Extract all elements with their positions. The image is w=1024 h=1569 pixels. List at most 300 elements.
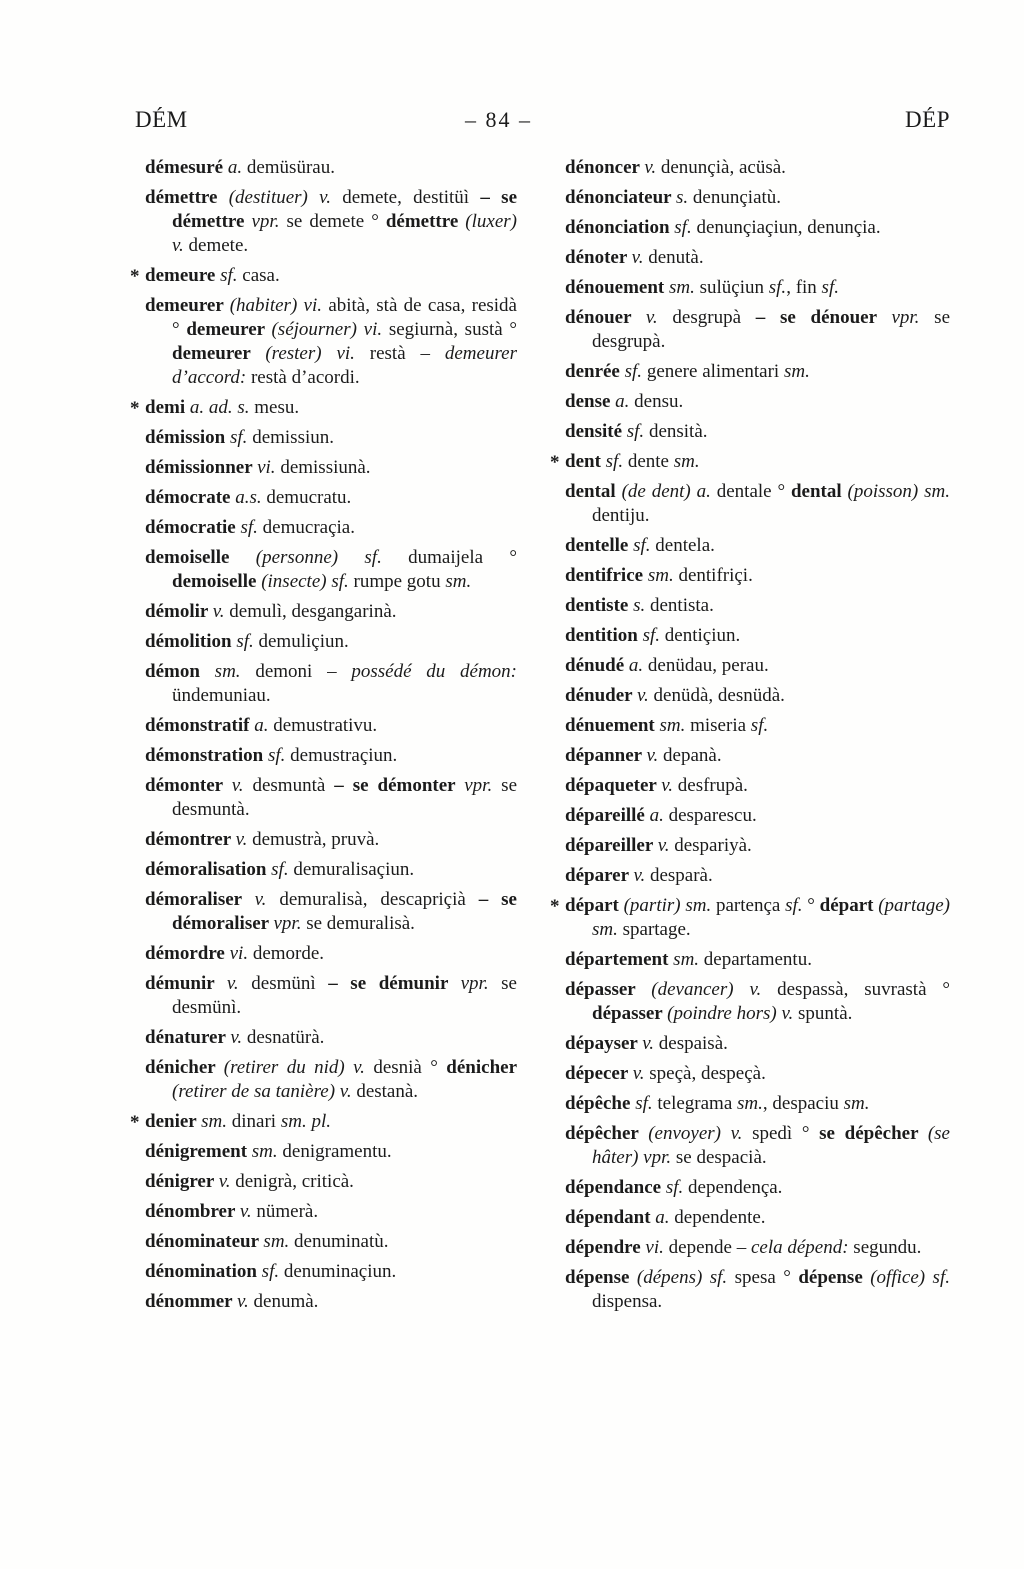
translation-text: demucraçia. <box>262 517 355 538</box>
grammar-label: a.s. <box>235 487 267 508</box>
translation-text: demustraçiun. <box>290 745 398 766</box>
translation-text: dependença. <box>688 1177 783 1198</box>
grammar-label: (partage) sm. <box>592 895 950 940</box>
translation-text: dentista. <box>649 595 714 616</box>
headword: dépendance <box>565 1177 666 1198</box>
grammar-label: a. <box>628 655 648 676</box>
page-number: – 84 – <box>465 107 532 132</box>
translation-text: spesa ° <box>734 1267 799 1288</box>
dictionary-entry <box>565 1266 950 1314</box>
headword: dénoter <box>565 247 632 268</box>
translation-text: demüsürau. <box>246 157 335 178</box>
dictionary-entry <box>145 516 517 540</box>
dictionary-entry <box>565 534 950 558</box>
translation-text: desfrupà. <box>677 775 748 796</box>
translation-text: se demete ° <box>286 211 386 232</box>
grammar-label: sf. <box>665 1177 689 1198</box>
translation-text: demustrativu. <box>273 715 378 736</box>
translation-text: dentale ° <box>716 481 791 502</box>
grammar-label: v. <box>226 973 252 994</box>
dictionary-entry <box>145 744 517 768</box>
translation-text: abità, stà de casa, residà ° <box>172 295 517 340</box>
headword: dénicher <box>446 1057 518 1078</box>
dictionary-entry <box>145 156 517 180</box>
headword: départ <box>819 895 879 916</box>
grammar-label: v. <box>239 1201 257 1222</box>
grammar-label: vpr. <box>891 307 935 328</box>
grammar-label: sm. <box>737 1093 763 1114</box>
translation-text: destanà. <box>356 1081 419 1102</box>
headword: – se dénouer <box>755 307 892 328</box>
dictionary-entry <box>565 390 950 414</box>
headword: dénuement <box>565 715 660 736</box>
grammar-label: v. <box>661 775 678 796</box>
headword: dénigrement <box>145 1141 252 1162</box>
dictionary-entry <box>145 1290 517 1314</box>
headword: – se démunir <box>328 973 461 994</box>
star-marker: * <box>130 398 140 419</box>
translation-text: spartage. <box>622 919 691 940</box>
headword: demoiselle <box>172 571 262 592</box>
grammar-label: sf. <box>220 265 243 286</box>
grammar-label: vpr. <box>460 973 502 994</box>
translation-text: partença <box>715 895 786 916</box>
translation-text: , fin <box>786 277 822 298</box>
headword: dépaqueter <box>565 775 662 796</box>
grammar-label: sm. <box>843 1093 870 1114</box>
grammar-label: a. <box>254 715 274 736</box>
translation-text: demuliçiun. <box>258 631 349 652</box>
headword: – se démoraliser <box>172 889 517 934</box>
dictionary-columns <box>130 156 950 1320</box>
dictionary-entry <box>565 1206 950 1230</box>
grammar-label: vpr. <box>251 211 287 232</box>
grammar-label: v. <box>642 1033 659 1054</box>
translation-text: densu. <box>634 391 684 412</box>
translation-text: dispensa. <box>592 1291 663 1312</box>
star-marker: * <box>130 266 140 287</box>
headword: dénudé <box>565 655 629 676</box>
headword: demeurer <box>145 295 230 316</box>
grammar-label: v. <box>235 829 253 850</box>
dictionary-entry <box>565 744 950 768</box>
dictionary-entry <box>145 774 517 822</box>
headword: dépêche <box>565 1093 636 1114</box>
grammar-label: v. <box>646 745 664 766</box>
translation-text: segundu. <box>853 1237 922 1258</box>
headword: demoiselle <box>145 547 256 568</box>
grammar-label: cela dépend: <box>750 1237 854 1258</box>
headword: déparer <box>565 865 634 886</box>
dictionary-entry <box>565 186 950 210</box>
translation-text: demucratu. <box>266 487 352 508</box>
headword: se dépêcher <box>819 1123 928 1144</box>
dictionary-entry <box>565 1032 950 1056</box>
dictionary-entry <box>565 564 950 588</box>
translation-text: restà d’acordi. <box>250 367 360 388</box>
dictionary-entry <box>145 828 517 852</box>
grammar-label: (retirer de sa tanière) v. <box>172 1081 357 1102</box>
translation-text: desmünì <box>251 973 329 994</box>
headword: dépanner <box>565 745 647 766</box>
dictionary-column-right <box>550 156 950 1320</box>
dictionary-entry <box>145 546 517 594</box>
dictionary-entry <box>145 630 517 654</box>
dictionary-entry <box>565 804 950 828</box>
headword: dénommer <box>145 1291 237 1312</box>
grammar-label: (devancer) v. <box>651 979 778 1000</box>
grammar-label: sf. <box>230 427 253 448</box>
translation-text: desmuntà <box>252 775 335 796</box>
dictionary-entry <box>565 1122 950 1170</box>
headword: densité <box>565 421 627 442</box>
headword: dentition <box>565 625 643 646</box>
headword: dénicher <box>145 1057 224 1078</box>
translation-text: despariyà. <box>674 835 752 856</box>
translation-text: se despacià. <box>675 1147 767 1168</box>
translation-text: denunçiatù. <box>692 187 782 208</box>
headword: démolition <box>145 631 237 652</box>
grammar-label: sf. <box>633 535 656 556</box>
grammar-label: sm. <box>673 949 704 970</box>
grammar-label: (rester) vi. <box>265 343 370 364</box>
grammar-label: possédé du démon: <box>351 661 518 682</box>
translation-text: dentela. <box>655 535 715 556</box>
translation-text: demissiun. <box>252 427 334 448</box>
translation-text: genere alimentari <box>646 361 784 382</box>
headword: dépareillé <box>565 805 650 826</box>
grammar-label: (poisson) sm. <box>847 481 950 502</box>
headword: dénonciateur <box>565 187 677 208</box>
grammar-label: v. <box>633 865 650 886</box>
headword: dépecer <box>565 1063 633 1084</box>
dictionary-entry <box>565 1176 950 1200</box>
headword: dénigrer <box>145 1171 219 1192</box>
headword: dénomination <box>145 1261 262 1282</box>
grammar-label: sm. <box>659 715 691 736</box>
dictionary-entry <box>565 1092 950 1116</box>
headword: démissionner <box>145 457 258 478</box>
dictionary-entry <box>565 864 950 888</box>
headword: dental <box>565 481 622 502</box>
grammar-label: sm. <box>673 451 700 472</box>
grammar-label: sm. <box>783 361 810 382</box>
headword: dénonciation <box>565 217 675 238</box>
translation-text: desnatürà. <box>246 1027 325 1048</box>
headword: dentelle <box>565 535 634 556</box>
translation-text: demoni – <box>255 661 352 682</box>
headword: département <box>565 949 674 970</box>
headword: démonter <box>145 775 232 796</box>
headword: dentifrice <box>565 565 648 586</box>
translation-text: dente <box>627 451 674 472</box>
star-marker: * <box>550 452 560 473</box>
grammar-label: sm. pl. <box>280 1111 331 1132</box>
translation-text: denigrà, criticà. <box>235 1171 354 1192</box>
translation-text: demete. <box>188 235 249 256</box>
headword: dénombrer <box>145 1201 240 1222</box>
grammar-label: (se hâter) vpr. <box>592 1123 950 1168</box>
grammar-label: vpr. <box>273 913 307 934</box>
dictionary-entry <box>145 294 517 390</box>
grammar-label: v. <box>212 601 230 622</box>
grammar-label: (personne) sf. <box>255 547 409 568</box>
dictionary-entry <box>565 360 950 384</box>
translation-text: denunçià, acüsà. <box>660 157 786 178</box>
translation-text: demuralisà, descapriçià <box>279 889 479 910</box>
translation-text: ündemuniau. <box>172 685 271 706</box>
translation-text: spuntà. <box>798 1003 853 1024</box>
headword: démoralisation <box>145 859 272 880</box>
dictionary-entry <box>145 1170 517 1194</box>
grammar-label: v. <box>237 1291 254 1312</box>
translation-text: restà – <box>369 343 445 364</box>
translation-text: desnià ° <box>373 1057 447 1078</box>
translation-text: , despaciu <box>762 1093 844 1114</box>
grammar-label: (séjourner) vi. <box>271 319 389 340</box>
translation-text: speçà, despeçà. <box>649 1063 766 1084</box>
dictionary-entry <box>145 972 517 1020</box>
grammar-label: sf. <box>240 517 263 538</box>
translation-text: denuminatù. <box>294 1231 389 1252</box>
headword: dépasser <box>565 979 652 1000</box>
grammar-label: sm. <box>201 1111 232 1132</box>
grammar-label: (luxer) v. <box>172 211 517 256</box>
dictionary-entry <box>550 450 950 474</box>
translation-text: demete, destitüì <box>342 187 481 208</box>
headword: demeure <box>145 265 221 286</box>
grammar-label: sm. <box>251 1141 283 1162</box>
grammar-label: sf. <box>267 745 291 766</box>
translation-text: casa. <box>242 265 280 286</box>
translation-text: dentiçiun. <box>664 625 741 646</box>
translation-text: despaisà. <box>658 1033 728 1054</box>
dictionary-entry <box>145 1230 517 1254</box>
headword: dépasser <box>592 1003 668 1024</box>
grammar-label: a. <box>227 157 247 178</box>
translation-text: se desmuntà. <box>172 775 517 820</box>
grammar-label: v. <box>636 685 654 706</box>
grammar-label: sm. <box>263 1231 295 1252</box>
grammar-label: (office) sf. <box>870 1267 950 1288</box>
grammar-label: (insecte) sf. <box>261 571 354 592</box>
headword: dénuder <box>565 685 637 706</box>
grammar-label: (destituer) v. <box>228 187 343 208</box>
grammar-label: sm. <box>668 277 700 298</box>
headword: démoraliser <box>145 889 255 910</box>
dictionary-entry <box>565 654 950 678</box>
headword: démontrer <box>145 829 236 850</box>
header-guide-word-right: DÉP <box>905 107 950 132</box>
dictionary-entry <box>565 276 950 300</box>
grammar-label: sf. <box>624 361 647 382</box>
headword: dépayser <box>565 1033 643 1054</box>
translation-text: demissiunà. <box>280 457 371 478</box>
translation-text: se desgrupà. <box>592 307 950 352</box>
grammar-label: sf. <box>785 895 808 916</box>
grammar-label: (de dent) a. <box>621 481 717 502</box>
headword: démonstratif <box>145 715 255 736</box>
dictionary-entry <box>145 1056 517 1104</box>
dictionary-entry <box>130 396 517 420</box>
grammar-label: v. <box>218 1171 236 1192</box>
translation-text: demuralisaçiun. <box>293 859 415 880</box>
translation-text: rumpe gotu <box>353 571 446 592</box>
grammar-label: a. <box>615 391 635 412</box>
grammar-label: a. ad. s. <box>189 397 255 418</box>
dictionary-entry <box>565 624 950 648</box>
dictionary-entry <box>565 420 950 444</box>
translation-text: denutà. <box>648 247 704 268</box>
translation-text: ° <box>807 895 820 916</box>
headword: dent <box>565 451 606 472</box>
grammar-label: (habiter) vi. <box>229 295 329 316</box>
headword: dénouement <box>565 277 669 298</box>
grammar-label: a. <box>655 1207 675 1228</box>
dictionary-column-left <box>130 156 518 1320</box>
grammar-label: v. <box>657 835 675 856</box>
headword: départ <box>565 895 624 916</box>
translation-text: dentifriçi. <box>678 565 753 586</box>
headword: démocratie <box>145 517 241 538</box>
grammar-label: demeurer d’accord: <box>172 343 517 388</box>
grammar-label: v. <box>644 157 661 178</box>
translation-text: telegrama <box>657 1093 738 1114</box>
headword: démon <box>145 661 215 682</box>
translation-text: sulüçiun <box>699 277 769 298</box>
dictionary-entry <box>565 948 950 972</box>
dictionary-entry <box>145 186 517 258</box>
translation-text: dinari <box>231 1111 281 1132</box>
grammar-label: sm. <box>445 571 472 592</box>
translation-text: despassà, suvrastà ° <box>777 979 950 1000</box>
grammar-label: v. <box>645 307 673 328</box>
translation-text: denüdau, perau. <box>647 655 769 676</box>
translation-text: se desmünì. <box>172 973 517 1018</box>
translation-text: denunçiaçiun, denunçia. <box>696 217 881 238</box>
headword: dental <box>790 481 848 502</box>
headword: démordre <box>145 943 230 964</box>
page-header <box>135 106 950 134</box>
dictionary-entry <box>565 480 950 528</box>
header-guide-word-left: DÉM <box>135 107 188 132</box>
translation-text: denuminaçiun. <box>283 1261 397 1282</box>
dictionary-entry <box>565 594 950 618</box>
dictionary-entry <box>550 894 950 942</box>
headword: dépendre <box>565 1237 646 1258</box>
grammar-label: vi. <box>257 457 281 478</box>
translation-text: denüdà, desnüdà. <box>653 685 785 706</box>
page-content <box>130 106 950 1320</box>
grammar-label: sf. <box>605 451 628 472</box>
dictionary-entry <box>565 834 950 858</box>
grammar-label: sf. <box>635 1093 658 1114</box>
dictionary-entry <box>565 1236 950 1260</box>
translation-text: densità. <box>648 421 708 442</box>
translation-text: depende – <box>668 1237 751 1258</box>
headword: denrée <box>565 361 625 382</box>
headword: démolir <box>145 601 213 622</box>
translation-text: mesu. <box>254 397 300 418</box>
grammar-label: v. <box>631 247 649 268</box>
dictionary-entry <box>565 306 950 354</box>
dictionary-entry <box>145 660 517 708</box>
translation-text: desparà. <box>649 865 713 886</box>
headword: démesuré <box>145 157 228 178</box>
headword: dépendant <box>565 1207 656 1228</box>
dictionary-entry <box>145 456 517 480</box>
dictionary-entry <box>565 216 950 240</box>
headword: démettre <box>385 211 466 232</box>
headword: démission <box>145 427 230 448</box>
headword: dénouer <box>565 307 646 328</box>
translation-text: dependente. <box>674 1207 766 1228</box>
headword: dénominateur <box>145 1231 264 1252</box>
grammar-label: s. <box>633 595 650 616</box>
dictionary-entry <box>145 1260 517 1284</box>
dictionary-entry <box>145 858 517 882</box>
grammar-label: v. <box>632 1063 650 1084</box>
dictionary-entry <box>565 156 950 180</box>
dictionary-entry <box>145 486 517 510</box>
headword: démonstration <box>145 745 268 766</box>
dictionary-entry <box>565 684 950 708</box>
translation-text: departamentu. <box>703 949 812 970</box>
headword: dépense <box>565 1267 637 1288</box>
star-marker: * <box>550 896 560 917</box>
headword: dénoncer <box>565 157 645 178</box>
translation-text: demulì, desgangarinà. <box>229 601 397 622</box>
dictionary-entry <box>145 714 517 738</box>
grammar-label: sm. <box>214 661 256 682</box>
grammar-label: sf. <box>626 421 649 442</box>
grammar-label: sf. <box>236 631 259 652</box>
translation-text: demorde. <box>252 943 325 964</box>
dictionary-entry <box>565 714 950 738</box>
translation-text: desgrupà <box>672 307 756 328</box>
grammar-label: sf. <box>642 625 665 646</box>
translation-text: miseria <box>690 715 751 736</box>
headword: dense <box>565 391 616 412</box>
grammar-label: a. <box>649 805 669 826</box>
dictionary-entry <box>145 426 517 450</box>
translation-text: spedì ° <box>752 1123 820 1144</box>
translation-text: denigramentu. <box>282 1141 392 1162</box>
headword: dépareiller <box>565 835 658 856</box>
grammar-label: sm. <box>647 565 679 586</box>
grammar-label: sf. <box>821 277 839 298</box>
grammar-label: vi. <box>229 943 253 964</box>
headword: dépêcher <box>565 1123 649 1144</box>
translation-text: depanà. <box>663 745 722 766</box>
grammar-label: v. <box>231 775 253 796</box>
dictionary-entry <box>145 1026 517 1050</box>
grammar-label: (dépens) sf. <box>636 1267 735 1288</box>
grammar-label: v. <box>254 889 280 910</box>
headword: demeurer <box>172 343 266 364</box>
translation-text: segiurnà, sustà ° <box>388 319 517 340</box>
dictionary-entry <box>130 264 517 288</box>
headword: demi <box>145 397 190 418</box>
dictionary-entry <box>130 1110 517 1134</box>
dictionary-entry <box>145 600 517 624</box>
dictionary-entry <box>565 774 950 798</box>
headword: dépense <box>798 1267 871 1288</box>
grammar-label: (envoyer) v. <box>648 1123 753 1144</box>
grammar-label: (partir) sm. <box>623 895 716 916</box>
headword: démocrate <box>145 487 236 508</box>
translation-text: dumaijela ° <box>408 547 517 568</box>
